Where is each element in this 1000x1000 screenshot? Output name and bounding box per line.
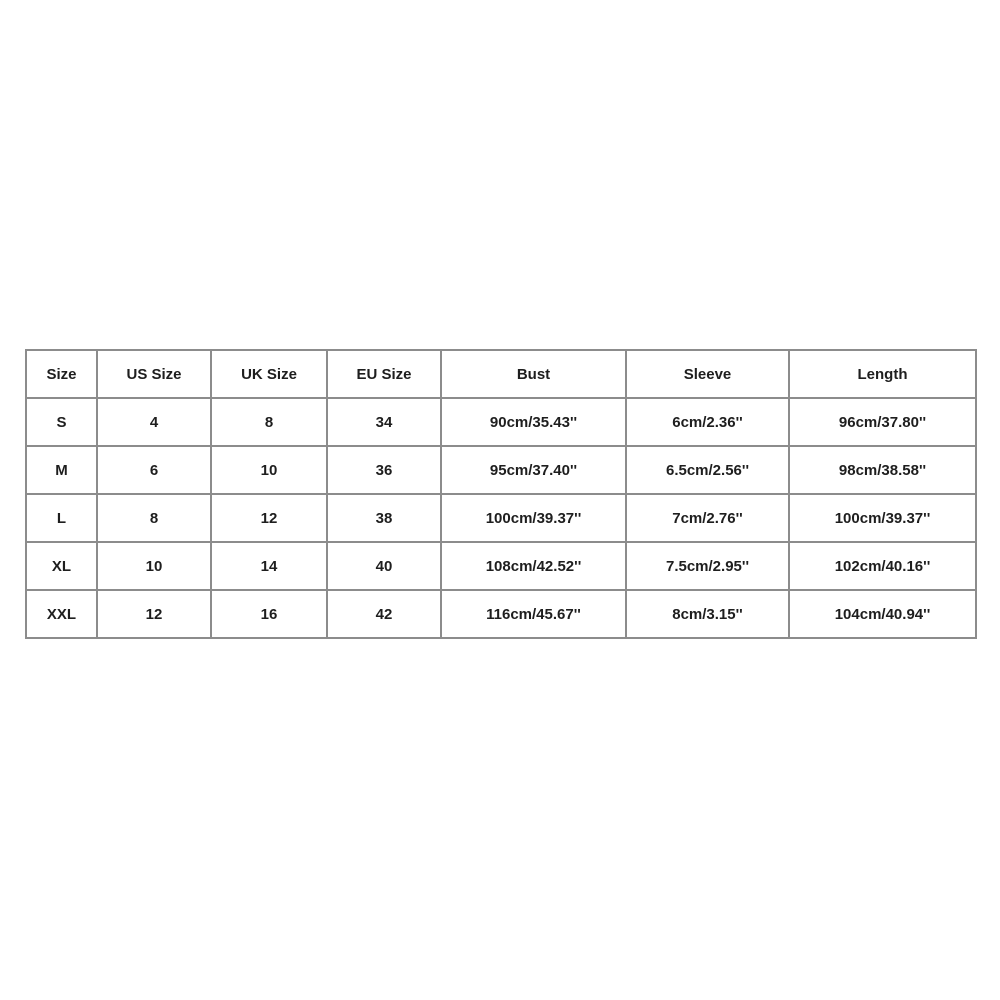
table-row [26, 446, 976, 494]
cell-us-size: 10 [97, 542, 211, 590]
cell-bust: 108cm/42.52'' [441, 542, 626, 590]
cell-size: L [26, 494, 97, 542]
cell-bust: 95cm/37.40'' [441, 446, 626, 494]
header-uk-size: UK Size [211, 350, 327, 398]
cell-length: 100cm/39.37'' [789, 494, 976, 542]
cell-bust: 116cm/45.67'' [441, 590, 626, 638]
cell-length: 96cm/37.80'' [789, 398, 976, 446]
cell-size: XXL [26, 590, 97, 638]
header-row [26, 350, 976, 398]
cell-uk-size: 10 [211, 446, 327, 494]
cell-size: XL [26, 542, 97, 590]
cell-eu-size: 38 [327, 494, 441, 542]
cell-eu-size: 34 [327, 398, 441, 446]
cell-us-size: 6 [97, 446, 211, 494]
cell-size: S [26, 398, 97, 446]
cell-sleeve: 6.5cm/2.56'' [626, 446, 789, 494]
table-row [26, 494, 976, 542]
cell-length: 98cm/38.58'' [789, 446, 976, 494]
cell-length: 104cm/40.94'' [789, 590, 976, 638]
header-length: Length [789, 350, 976, 398]
cell-us-size: 4 [97, 398, 211, 446]
cell-eu-size: 42 [327, 590, 441, 638]
header-sleeve: Sleeve [626, 350, 789, 398]
cell-bust: 100cm/39.37'' [441, 494, 626, 542]
cell-sleeve: 7.5cm/2.95'' [626, 542, 789, 590]
cell-uk-size: 12 [211, 494, 327, 542]
cell-length: 102cm/40.16'' [789, 542, 976, 590]
cell-bust: 90cm/35.43'' [441, 398, 626, 446]
cell-sleeve: 6cm/2.36'' [626, 398, 789, 446]
cell-size: M [26, 446, 97, 494]
table-row [26, 398, 976, 446]
table-row [26, 542, 976, 590]
table-row [26, 590, 976, 638]
cell-uk-size: 14 [211, 542, 327, 590]
cell-us-size: 12 [97, 590, 211, 638]
cell-us-size: 8 [97, 494, 211, 542]
header-eu-size: EU Size [327, 350, 441, 398]
size-chart-table [25, 349, 977, 639]
cell-eu-size: 36 [327, 446, 441, 494]
cell-sleeve: 8cm/3.15'' [626, 590, 789, 638]
cell-uk-size: 8 [211, 398, 327, 446]
cell-sleeve: 7cm/2.76'' [626, 494, 789, 542]
cell-eu-size: 40 [327, 542, 441, 590]
header-bust: Bust [441, 350, 626, 398]
header-us-size: US Size [97, 350, 211, 398]
header-size: Size [26, 350, 97, 398]
cell-uk-size: 16 [211, 590, 327, 638]
